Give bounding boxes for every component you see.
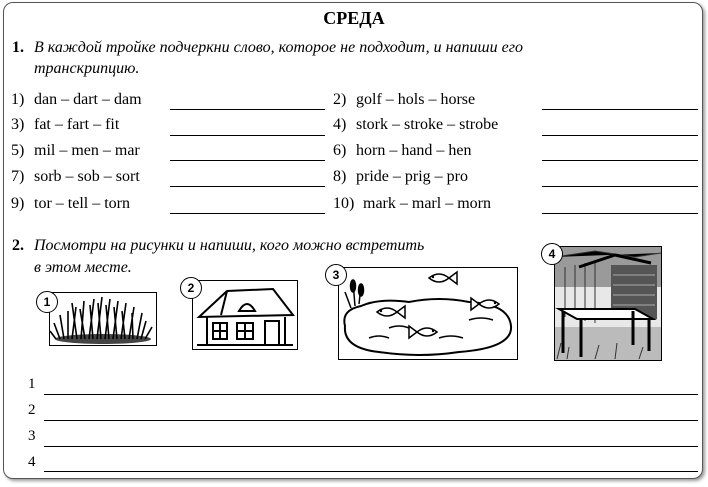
picture-number-badge: 2 (180, 277, 202, 299)
task1-instruction-line1: В каждой тройке подчеркни слово, которое не подходит, и напиши его (34, 39, 523, 56)
picture-4 (554, 246, 662, 361)
worksheet (3, 2, 703, 479)
answer-line[interactable] (170, 213, 325, 214)
word-triplet: horn – hand – hen (356, 142, 472, 159)
word-triplet: golf – hols – horse (356, 91, 476, 108)
picture-1 (49, 292, 157, 346)
word-triplet: sorb – sob – sort (34, 168, 140, 185)
answer-line[interactable] (542, 109, 698, 110)
word-triplet: dan – dart – dam (34, 91, 142, 108)
task2-instruction-line1: Посмотри на рисунки и напиши, кого можно встретить (34, 237, 425, 254)
item-number: 2) (333, 91, 347, 108)
task2-instruction-line2: в этом месте. (34, 259, 132, 276)
answer-line[interactable] (542, 213, 698, 214)
word-triplet: fat – fart – fit (34, 116, 120, 133)
yard-table-icon (555, 247, 661, 360)
task1-instruction-line2: транскрипцию. (34, 60, 140, 77)
writing-line-number: 3 (28, 428, 36, 444)
item-number: 1) (11, 91, 25, 108)
task2-number: 2. (12, 237, 24, 254)
pond-fish-icon (339, 268, 517, 359)
item-number: 7) (11, 168, 25, 185)
writing-line[interactable] (44, 471, 698, 472)
writing-line[interactable] (44, 394, 698, 395)
answer-line[interactable] (170, 160, 325, 161)
picture-3 (338, 267, 518, 360)
word-triplet: mil – men – mar (34, 142, 140, 159)
writing-line[interactable] (44, 446, 698, 447)
item-number: 6) (333, 142, 347, 159)
answer-line[interactable] (170, 109, 325, 110)
answer-line[interactable] (170, 186, 325, 187)
item-number: 9) (11, 195, 25, 212)
item-number: 3) (11, 116, 25, 133)
picture-number-badge: 4 (541, 243, 563, 265)
writing-line-number: 1 (28, 376, 36, 392)
item-number: 10) (333, 195, 355, 212)
answer-line[interactable] (170, 135, 325, 136)
grass-icon (50, 293, 156, 345)
house-icon (193, 281, 297, 349)
word-triplet: mark – marl – morn (363, 195, 491, 212)
writing-line-number: 4 (28, 454, 36, 470)
item-number: 4) (333, 116, 347, 133)
item-number: 5) (11, 142, 25, 159)
picture-number-badge: 1 (36, 291, 58, 313)
item-number: 8) (333, 168, 347, 185)
answer-line[interactable] (542, 160, 698, 161)
picture-number-badge: 3 (325, 264, 347, 286)
task1-number: 1. (12, 39, 24, 56)
answer-line[interactable] (542, 186, 698, 187)
page-title: СРЕДА (323, 8, 385, 28)
word-triplet: pride – prig – pro (356, 168, 468, 185)
picture-2 (192, 280, 298, 350)
word-triplet: stork – stroke – strobe (356, 116, 499, 133)
answer-line[interactable] (542, 135, 698, 136)
writing-line-number: 2 (28, 402, 36, 418)
writing-line[interactable] (44, 420, 698, 421)
word-triplet: tor – tell – torn (34, 195, 130, 212)
